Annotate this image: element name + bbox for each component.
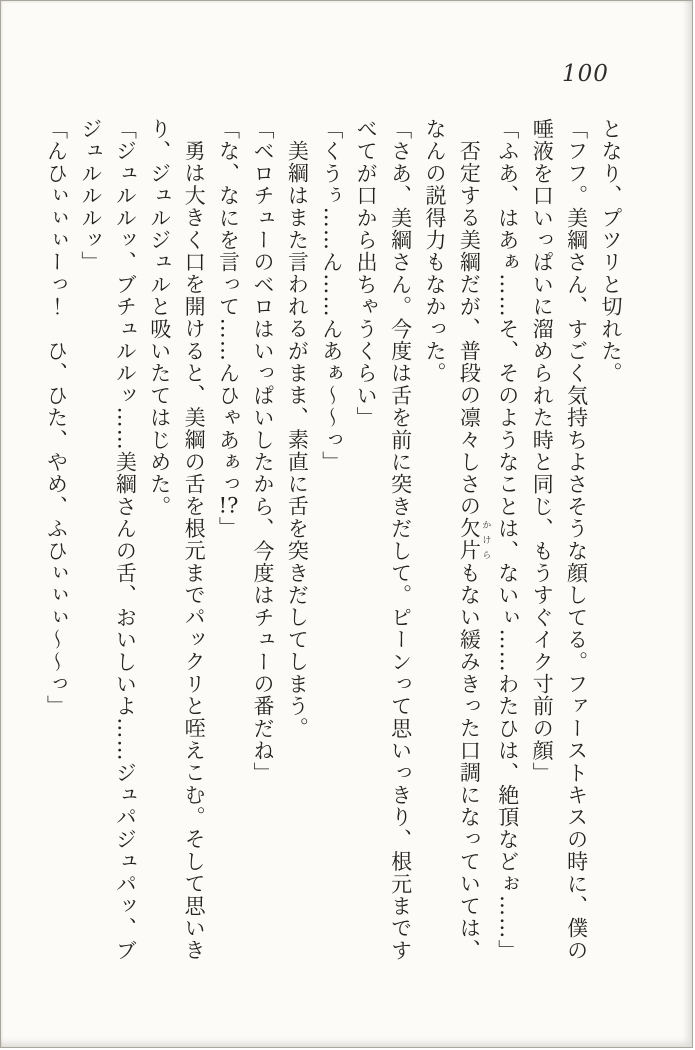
text-line: [418, 118, 452, 966]
page-number: 100: [562, 61, 609, 87]
text-segment: 否定する美綱だが、普段の凛々しさの: [457, 140, 482, 518]
text-line: [559, 118, 593, 966]
text-segment: もない緩みきった口調になっていては、: [457, 561, 482, 962]
text-segment: 「さあ、美綱さん。今度は舌を前に突きだして。ピーンって思いっきり、根元まです: [388, 118, 413, 962]
text-line: [108, 118, 142, 966]
text-line: [452, 118, 490, 966]
text-segment: べてが口から出ちゃうくらい」: [354, 118, 379, 429]
text-line: [39, 118, 73, 966]
text-line: [280, 118, 314, 966]
text-segment: 「ベロチューのベロはいっぱいしたから、今度はチューの番だね」: [250, 118, 275, 784]
furigana: かけら: [480, 517, 491, 562]
text-line: [594, 118, 628, 966]
text-segment: 美綱はまた言われるがまま、素直に舌を突きだしてしまう。: [285, 140, 310, 740]
text-segment: 勇は大きく口を開けると、美綱の舌を根元までパックリと咥えこむ。そして思いき: [182, 140, 207, 962]
text-segment: 」: [216, 516, 241, 539]
text-line: [177, 118, 211, 966]
text-segment: 「くうぅ……ん……んあぁ～～っ」: [319, 118, 344, 474]
text-line: [525, 118, 559, 966]
text-segment: り、ジュルジュルと吸いたてはじめた。: [147, 118, 172, 518]
text-line: [314, 118, 348, 966]
text-segment: 唾液を口いっぱいに溜められた時と同じ、もうすぐイク寸前の顔」: [530, 118, 555, 784]
text-segment: 「ジュルルッ、ブチュルルッ……美綱さんの舌、おいしいよ……ジュパジュパッ、ブ: [113, 118, 138, 962]
text-segment: ジュルルルッ」: [78, 118, 103, 274]
text-line: [246, 118, 280, 966]
text-segment: 「んひぃぃぃーっ！ ひ、ひた、やめ、ふひぃぃぃ～～っ」: [44, 118, 69, 718]
text-segment: 「ふあ、はあぁ……そ、そのようなことは、ないぃ……わたひは、絶頂などぉ……」: [495, 118, 520, 962]
text-segment: 「な、なにを言って……んひゃあぁっ: [216, 118, 241, 496]
vertical-text-block: [39, 118, 628, 966]
text-line: [383, 118, 417, 966]
text-segment: となり、プツリと切れた。: [599, 118, 623, 385]
text-line: [142, 118, 176, 966]
text-segment: !?: [218, 495, 239, 517]
text-line: [74, 118, 108, 966]
text-line: [211, 118, 245, 966]
text-segment: なんの説得力もなかった。: [422, 118, 447, 385]
text-line: [349, 118, 383, 966]
text-segment: 「フフ。美綱さん、すごく気持ちよさそうな顔してる。ファーストキスの時に、僕の: [564, 118, 589, 962]
ruby-annotated-word: 欠片 かけら: [457, 517, 491, 562]
text-line: [490, 118, 524, 966]
